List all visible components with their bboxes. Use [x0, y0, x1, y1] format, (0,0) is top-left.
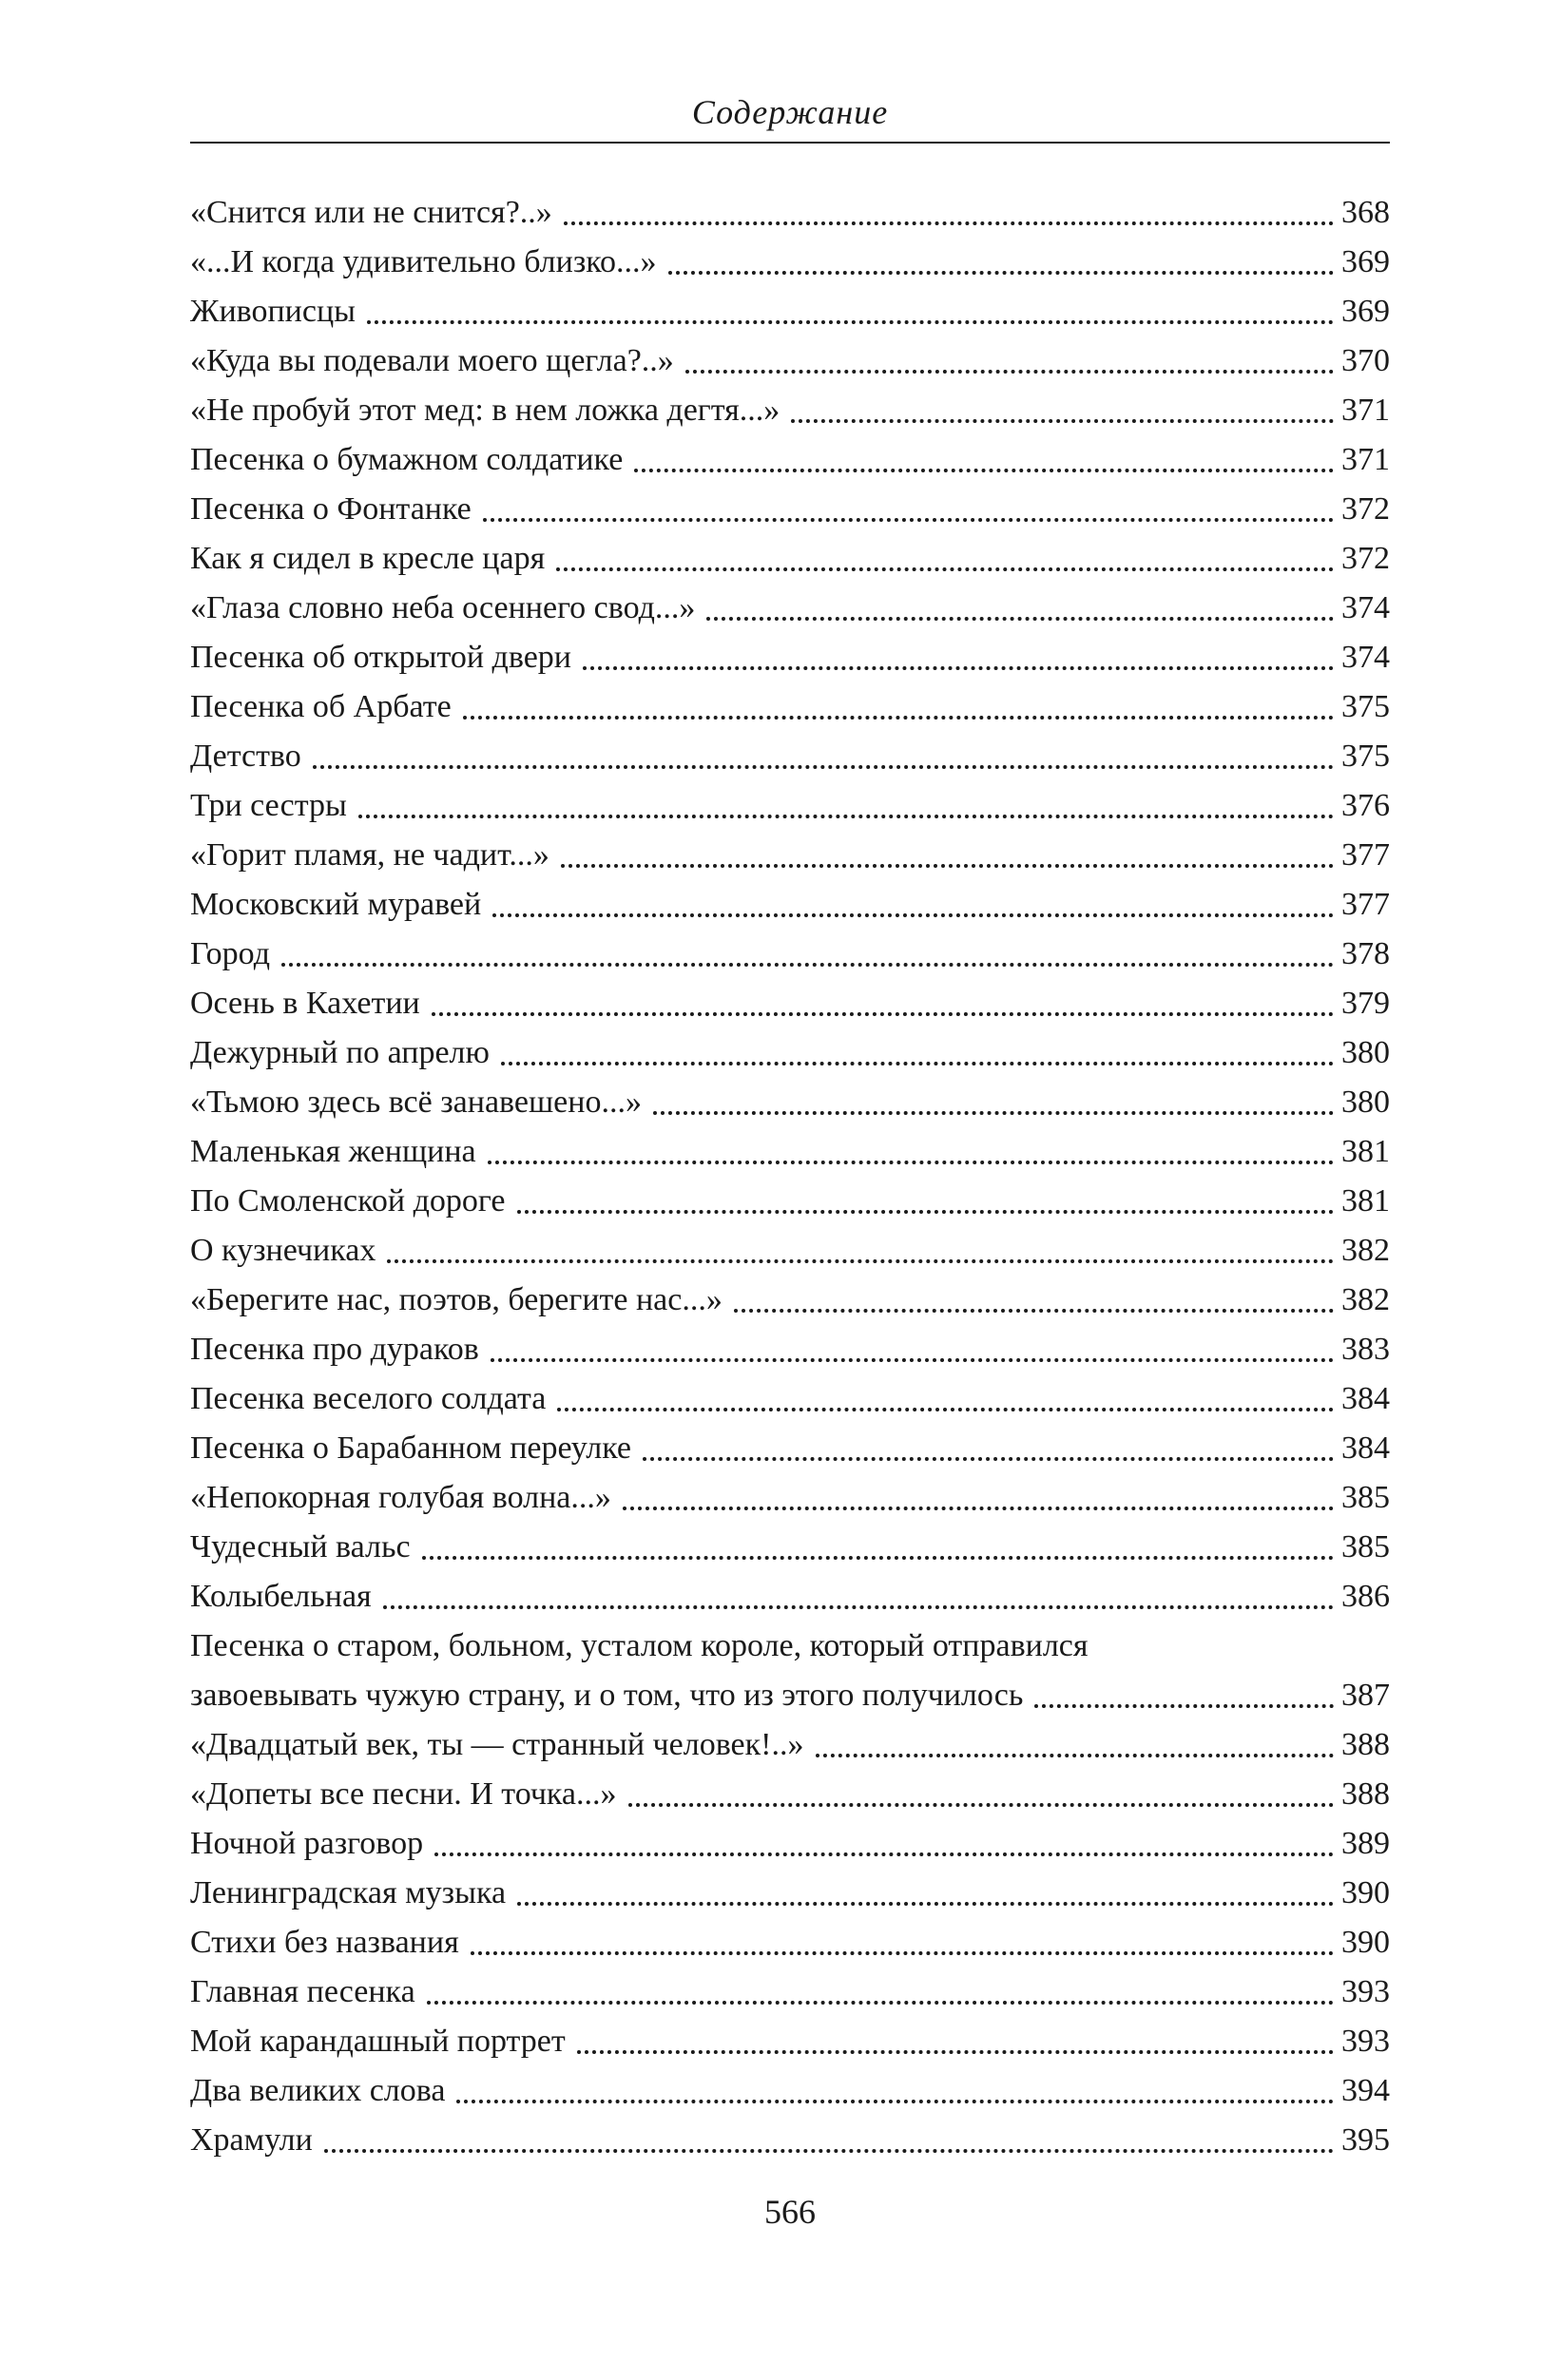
toc-entry-title: Песенка о Барабанном переулке [190, 1430, 631, 1466]
toc-entry [190, 732, 1390, 781]
toc-entry-title: «Глаза словно неба осеннего свод...» [190, 590, 696, 625]
dot-leader [653, 1111, 1334, 1115]
toc-entry-title: Храмули [190, 2122, 313, 2158]
toc-entry [190, 1967, 1390, 2017]
toc-entry-title-line1: Песенка о старом, больном, усталом короле, который отправился [190, 1628, 1089, 1663]
dot-leader [463, 716, 1334, 720]
toc-entry-title: «Допеты все песни. И точка...» [190, 1776, 617, 1812]
toc-entry-title: Песенка о Фонтанке [190, 491, 472, 527]
toc-entry [190, 534, 1390, 584]
toc-entry-page: 377 [1341, 837, 1390, 873]
toc-entry-page: 381 [1341, 1134, 1390, 1169]
toc-entry-page: 385 [1341, 1480, 1390, 1515]
toc-entry [190, 1374, 1390, 1424]
dot-leader [706, 617, 1334, 621]
dot-leader [456, 2100, 1334, 2103]
toc-entry [190, 880, 1390, 930]
toc-entry [190, 831, 1390, 880]
toc-entry-title: Ленинградская музыка [190, 1875, 507, 1910]
dot-leader [281, 963, 1334, 967]
toc-entry-page: 390 [1341, 1875, 1390, 1910]
dot-leader [816, 1754, 1335, 1757]
toc-entry [190, 2066, 1390, 2116]
toc-entry-page: 374 [1341, 590, 1390, 625]
toc-entry [190, 2116, 1390, 2165]
table-of-contents [190, 188, 1390, 2165]
toc-entry [190, 386, 1390, 435]
dot-leader [471, 1951, 1334, 1955]
dot-leader [383, 1605, 1334, 1609]
toc-entry-title: Два великих слова [190, 2073, 446, 2108]
toc-entry-page: 371 [1341, 393, 1390, 428]
toc-entry-title: Главная песенка [190, 1974, 415, 2009]
toc-entry-page: 375 [1341, 689, 1390, 724]
dot-leader [358, 815, 1334, 818]
dot-leader [367, 320, 1334, 324]
toc-entry-title: Как я сидел в кресле царя [190, 541, 546, 576]
dot-leader [634, 469, 1334, 472]
dot-leader [488, 1161, 1334, 1164]
toc-entry-title: «Снится или не снится?..» [190, 195, 552, 230]
toc-entry-title: «Двадцатый век, ты — странный человек!..» [190, 1727, 804, 1762]
dot-leader [734, 1309, 1334, 1313]
toc-entry [190, 979, 1390, 1028]
toc-entry-title: Чудесный вальс [190, 1529, 411, 1564]
toc-entry-title: «Тьмою здесь всё занавешено...» [190, 1084, 642, 1120]
dot-leader [628, 1803, 1334, 1807]
toc-entry-title: Песенка про дураков [190, 1332, 479, 1367]
toc-entry-page: 372 [1341, 491, 1390, 527]
toc-entry-page: 388 [1341, 1727, 1390, 1762]
dot-leader [643, 1457, 1334, 1461]
toc-entry-page: 375 [1341, 739, 1390, 774]
toc-entry-title: Осень в Кахетии [190, 986, 420, 1021]
toc-entry [190, 584, 1390, 633]
toc-entry-title: Песенка о бумажном солдатике [190, 442, 624, 477]
toc-entry [190, 287, 1390, 336]
toc-entry [190, 633, 1390, 682]
toc-entry [190, 1819, 1390, 1869]
toc-entry [190, 1028, 1390, 1078]
toc-entry-page: 386 [1341, 1579, 1390, 1614]
toc-entry-page: 382 [1341, 1282, 1390, 1317]
toc-entry [190, 1424, 1390, 1473]
toc-entry [190, 1177, 1390, 1226]
toc-entry-title: Московский муравей [190, 887, 482, 922]
dot-leader [564, 221, 1334, 225]
dot-leader [324, 2149, 1334, 2153]
running-head: Содержание [691, 93, 889, 131]
dot-leader [427, 2001, 1334, 2005]
toc-entry-page: 369 [1341, 294, 1390, 329]
toc-entry-page: 370 [1341, 343, 1390, 378]
toc-entry-multiline [190, 1622, 1390, 1720]
toc-entry-page: 369 [1341, 244, 1390, 279]
toc-entry-page: 394 [1341, 2073, 1390, 2108]
toc-entry-title: «...И когда удивительно близко...» [190, 244, 657, 279]
dot-leader [561, 864, 1334, 868]
dot-leader [492, 913, 1334, 917]
toc-entry-title: Песенка об Арбате [190, 689, 452, 724]
toc-entry-page: 380 [1341, 1084, 1390, 1120]
toc-entry [190, 2017, 1390, 2066]
dot-leader [668, 271, 1334, 275]
toc-entry-page: 378 [1341, 936, 1390, 971]
toc-entry-title: Мой карандашный портрет [190, 2024, 566, 2059]
toc-entry [190, 485, 1390, 534]
toc-entry-title: «Непокорная голубая волна...» [190, 1480, 611, 1515]
toc-entry [190, 1276, 1390, 1325]
toc-entry [190, 1226, 1390, 1276]
toc-entry-page: 371 [1341, 442, 1390, 477]
dot-leader [434, 1852, 1334, 1856]
toc-entry-title: Ночной разговор [190, 1826, 424, 1861]
toc-entry-title: «Куда вы подевали моего щегла?..» [190, 343, 674, 378]
toc-entry [190, 188, 1390, 238]
toc-entry-page: 384 [1341, 1381, 1390, 1416]
toc-entry-page: 368 [1341, 195, 1390, 230]
toc-entry-page: 379 [1341, 986, 1390, 1021]
toc-entry-page: 374 [1341, 640, 1390, 675]
toc-entry-page: 382 [1341, 1233, 1390, 1268]
toc-entry [190, 930, 1390, 979]
toc-entry [190, 1473, 1390, 1523]
toc-entry [190, 682, 1390, 732]
toc-entry-page: 385 [1341, 1529, 1390, 1564]
dot-leader [517, 1902, 1334, 1906]
toc-entry-page: 388 [1341, 1776, 1390, 1812]
dot-leader [491, 1358, 1334, 1362]
toc-entry [190, 1127, 1390, 1177]
toc-entry-title: Три сестры [190, 788, 347, 823]
dot-leader [501, 1062, 1334, 1065]
toc-entry [190, 1770, 1390, 1819]
toc-entry-title: Песенка об открытой двери [190, 640, 571, 675]
toc-entry-page: 389 [1341, 1826, 1390, 1861]
toc-entry [190, 1523, 1390, 1572]
dot-leader [432, 1012, 1334, 1016]
toc-entry-title-line2: завоевывать чужую страну, и о том, что из этого получилось [190, 1678, 1024, 1713]
dot-leader [685, 370, 1334, 374]
toc-entry-title: «Не пробуй этот мед: в нем ложка дегтя...» [190, 393, 780, 428]
dot-leader [791, 419, 1334, 423]
toc-entry-title: О кузнечиках [190, 1233, 376, 1268]
toc-entry [190, 1720, 1390, 1770]
toc-entry-page: 393 [1341, 2024, 1390, 2059]
dot-leader [422, 1556, 1334, 1560]
toc-entry-title: Колыбельная [190, 1579, 372, 1614]
toc-entry [190, 435, 1390, 485]
toc-entry [190, 336, 1390, 386]
toc-entry-title: По Смоленской дороге [190, 1183, 506, 1219]
toc-entry-line2 [190, 1671, 1390, 1720]
toc-entry-page: 384 [1341, 1430, 1390, 1466]
toc-entry [190, 238, 1390, 287]
toc-entry [190, 1572, 1390, 1622]
dot-leader [557, 1408, 1334, 1411]
toc-entry-title: «Горит пламя, не чадит...» [190, 837, 549, 873]
toc-entry [190, 781, 1390, 831]
dot-leader [517, 1210, 1334, 1214]
toc-entry [190, 1325, 1390, 1374]
dot-leader [483, 518, 1334, 522]
toc-entry-page: 372 [1341, 541, 1390, 576]
toc-entry-page: 390 [1341, 1925, 1390, 1960]
dot-leader [556, 567, 1334, 571]
toc-entry-page: 380 [1341, 1035, 1390, 1070]
toc-entry-title: Песенка веселого солдата [190, 1381, 547, 1416]
toc-entry [190, 1869, 1390, 1918]
toc-entry-title: Дежурный по апрелю [190, 1035, 490, 1070]
toc-entry-page: 387 [1341, 1678, 1390, 1713]
toc-entry [190, 1078, 1390, 1127]
dot-leader [583, 666, 1334, 670]
dot-leader [313, 765, 1334, 769]
toc-entry-page: 381 [1341, 1183, 1390, 1219]
toc-entry-title: Маленькая женщина [190, 1134, 476, 1169]
toc-entry-page: 376 [1341, 788, 1390, 823]
toc-entry-title: Детство [190, 739, 301, 774]
page-number: 566 [764, 2193, 816, 2231]
toc-entry-page: 377 [1341, 887, 1390, 922]
toc-entry [190, 1918, 1390, 1967]
toc-entry-page: 393 [1341, 1974, 1390, 2009]
toc-entry-title: Стихи без названия [190, 1925, 459, 1960]
header-rule [190, 142, 1390, 144]
dot-leader [577, 2050, 1334, 2054]
dot-leader [1034, 1704, 1334, 1708]
toc-entry-title: «Берегите нас, поэтов, берегите нас...» [190, 1282, 723, 1317]
dot-leader [387, 1259, 1334, 1263]
toc-entry-page: 383 [1341, 1332, 1390, 1367]
dot-leader [623, 1507, 1334, 1510]
toc-entry-page: 395 [1341, 2122, 1390, 2158]
toc-entry-title: Живописцы [190, 294, 357, 329]
toc-entry-title: Город [190, 936, 270, 971]
